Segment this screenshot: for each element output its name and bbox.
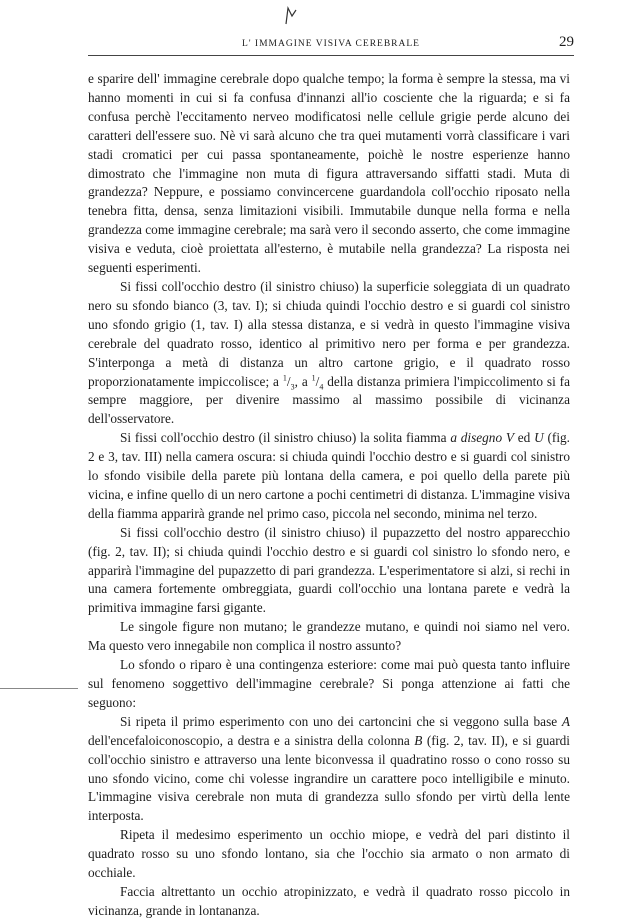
fraction-numerator: 1: [311, 373, 316, 383]
header-rule: [88, 55, 574, 56]
paragraph: e sparire dell' immagine cerebrale dopo qualche tempo; la forma è sempre la stessa, ma vi hanno momenti in cui si fa confusa d'innanzi all'io cosciente che la riguarda; e si fa confusa perchè l'eccitamento nerveo modificatosi nelle cellule grigie perde alcuno dei caratteri dell'essere suo. Nè vi sarà alcuno che tra quei mutamenti vorrà classificare i vari stadi cromatici per cui passa spontaneamente, poichè le nostre esperienze hanno dimostrato che l'immagine non muta di figura attraversando siffatti stadi. Muta di grandezza? Neppure, e possiamo convincercene guardandola coll'occhio riposato nella tenebra fitta, densa, senza limitazioni visibili. Immutabile dunque nella forma e nella grandezza come immagine cerebrale; ma sarà vero il secondo asserto, che come immagine visiva e veduta, cioè proiettata all'esterno, è mutabile nella grandezza? La risposta nei seguenti esperimenti.: [88, 71, 570, 276]
paragraph: Si fissi coll'occhio destro (il sinistro chiuso) la solita fiamma a disegno V ed U (fig. 2 e 3, tav. III) nella camera oscura: si chiuda quindi l'occhio destro e si guardi col sinistro lo sfondo visibile della parete più lontana della camera, e poi quello della parete più vicina, e infine quello di un nero cartone a pochi centimetri di distanza. L'immagine visiva della fiamma apparirà grande nel primo caso, piccola nel secondo, minima nel terzo.: [88, 430, 570, 521]
paragraph: Si ripeta il primo esperimento con uno dei cartoncini che si veggono sulla base A dell'encefaloiconoscopio, a destra e a sinistra della colonna B (fig. 2, tav. II), e si guardi coll'occhio sinistro e attraverso una lente biconvessa il quadratino rosso o cono rosso su uno sfondo vicino, come chi volesse ingrandire un carattere poco intelligibile e minuto. L'immagine visiva cerebrale non muta di grandezza sullo sfondo per virtù della lente interposta.: [88, 713, 570, 824]
running-title: L' IMMAGINE VISIVA CEREBRALE: [242, 39, 420, 49]
fraction-numerator: 1: [282, 373, 287, 383]
scan-artifact-line: [0, 688, 78, 689]
paragraph: Le singole figure non mutano; le grandezze mutano, e quindi noi siamo nel vero. Ma questo vero innegabile non complica il nostro assunto?: [88, 619, 570, 654]
body-text: [88, 70, 570, 921]
paragraph: Faccia altrettanto un occhio atropinizzato, e vedrà il quadrato rosso piccolo in vicinanza, grande in lontananza.: [88, 883, 570, 918]
paragraph: Lo sfondo o riparo è una contingenza esteriore: come mai può questa tanto influire sul fenomeno soggettivo dell'immagine cerebrale? Si ponga attenzione ai fatti che seguono:: [88, 657, 570, 710]
scan-mark-icon: [278, 4, 304, 26]
page-header: [88, 34, 574, 56]
paragraph: Si fissi coll'occhio destro (il sinistro chiuso) la superficie soleggiata di un quadrato nero su sfondo bianco (3, tav. I); si chiuda quindi l'occhio destro e si guardi col sinistro uno sfondo grigio (1, tav. I) alla stessa distanza, e si vedrà in questo l'immagine visiva cerebrale del quadrato rosso, identico al primitivo nero per forma e per grandezza. S'interponga a metà di distanza un altro cartone grigio, e il quadrato rosso proporzionatamente impiccolisce; a $^1/_3$, a $^1/_4$ della distanza primiera l'impiccolimento si fa sempre maggiore, per divenire massimo al massimo possibile di vicinanza dell'osservatore.: [88, 278, 571, 427]
page-number: 29: [559, 34, 574, 50]
fraction-denominator: 4: [319, 382, 324, 392]
fraction-denominator: 3: [290, 382, 295, 392]
paragraph: Ripeta il medesimo esperimento un occhio miope, e vedrà del pari distinto il quadrato rosso su uno sfondo lontano, sia che l'occhio sia armato o non armato di occhiale.: [88, 827, 570, 881]
paragraph: Si fissi coll'occhio destro (il sinistro chiuso) il pupazzetto del nostro apparecchio (fig. 2, tav. II); si chiuda quindi l'occhio destro e si guardi col sinistro lo sfondo nero, e apparirà l'immagine del pupazzetto di pari grandezza. L'esperimentatore si alzi, si rechi in una camera fortemente ombreggiata, guardi coll'occhio una lontana parete e vedrà la primitiva immagine farsi gigante.: [88, 524, 570, 616]
